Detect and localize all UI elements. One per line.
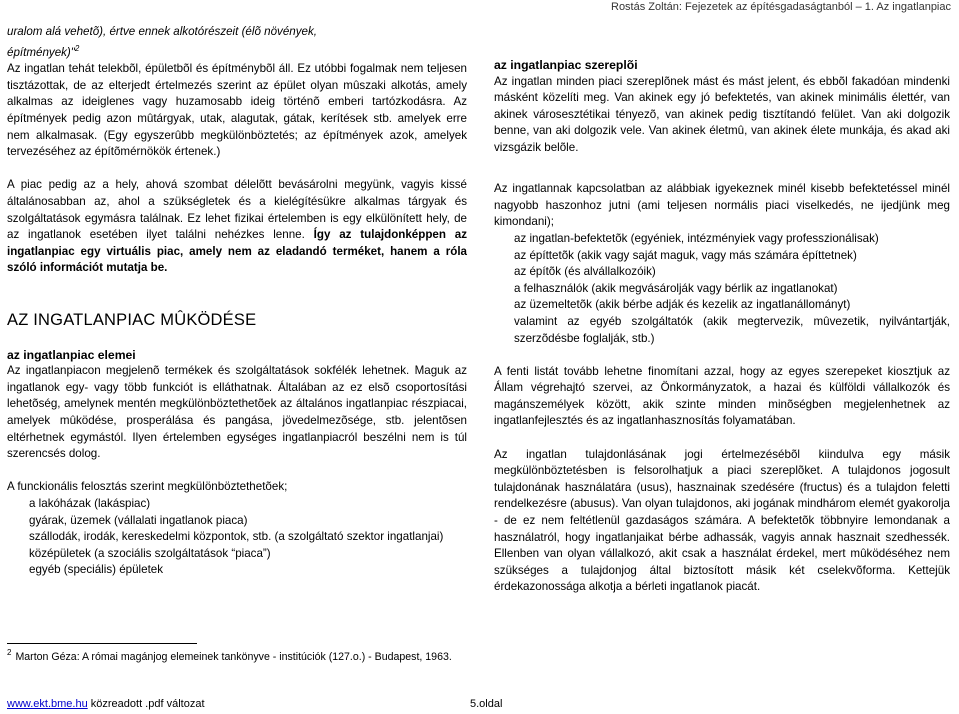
footer-source xyxy=(7,698,205,710)
footer-link[interactable]: www.ekt.bme.hu xyxy=(7,698,88,710)
list-item: az építtetõk (akik vagy saját maguk, vagy más számára építtetnek) xyxy=(514,248,857,262)
list-intro: A funckionális felosztás szerint megkülönböztethetõek; xyxy=(7,480,288,494)
paragraph-piac-text: A piac pedig az a hely, ahová szombat délelõtt bevásárolni megyünk, vagyis kissé általánosabban az, ahol a szükségletek és a kielégítésükre alkalmas tárgyak és szolgáltatások egymásra találnak. Ez lehet fizikai értelemben is egy elkülönített hely, de az ingatlanok esetében ilyet találni nehézkes lenne. xyxy=(7,178,467,242)
running-header: Rostás Zoltán: Fejezetek az építésgadaságtanból – 1. Az ingatlanpiac xyxy=(611,1,951,13)
list-item: középületek (a szociális szolgáltatások “piaca”) xyxy=(29,546,271,560)
list-item: az üzemeltetõk (akik bérbe adják és kezelik az ingatlanállományt) xyxy=(514,298,851,312)
actors-list xyxy=(494,231,950,347)
footnote-reference[interactable]: 2 xyxy=(74,43,80,53)
list-item: gyárak, üzemek (vállalati ingatlanok piaca) xyxy=(29,513,248,527)
paragraph-actors-intro: Az ingatlannak kapcsolatban az alábbiak igyekeznek minél kisebb befektetéssel minél nagyobb haszonhoz jutni (ami teljesen normális piaci viselkedés, ne ijedjünk meg kimondani); xyxy=(494,182,950,229)
paragraph-ingatlan-definition: Az ingatlan tehát telekbõl, épületbõl és építménybõl áll. Ez utóbbi fogalmak nem teljesen tisztázottak, de az elterjedt értelmezés szerint az épület olyan mûszaki alkotás, amely alkalmas az ideiglenes vagy huzamosabb ideig történõ emberi tartózkodásra. Az építmények pedig azon mûtárgyak, utak, alagutak, gátak, kerítések stb. amelyek erre nem alkalmasak. (Egy egyszerûbb megkülönböztetés; az építmények azok, amelyek tervezéséhez az építõmérnökök értenek.) xyxy=(7,62,467,159)
footnote-text: Marton Géza: A római magánjog elemeinek tankönyve - institúciók (127.o.) - Budapest, 1963. xyxy=(15,651,452,663)
quote-line-2-text: építmények)" xyxy=(7,45,75,59)
footer-suffix: közreadott .pdf változat xyxy=(90,698,205,710)
footnote-mark: 2 xyxy=(7,648,12,657)
paragraph-ownership: Az ingatlan tulajdonlásának jogi értelmezésébõl kiindulva egy másik megkülönböztetésben is felsorolhatjuk a piaci szereplõket. A tulajdonos jogosult tulajdonának használatára (usus), hasznainak szedésére (fructus) és a tulajdon feletti rendelkezésre (abusus). Van olyan tulajdonos, aki jogának mindhárom elemét gyakorolja - de ez nem feltétlenül gazdaságos számára. A befektetõk többnyire lemondanak a használatról, hogy ingatlanjaikat bérbe adhassák, vagyis annak hasznait szedhessék. Ellenben van olyan vállalkozó, akit csak a használat érdekel, mert mûködéséhez nem szükséges a tulajdonjog által biztosított másik két cselekvõforma. Kettejük érdekazonossága alkotja a bérleti ingatlanok piacát. xyxy=(494,447,950,594)
subsection-title-elemei: az ingatlanpiac elemei xyxy=(7,347,136,362)
quote-line-1: uralom alá vehetõ), értve ennek alkotórészeit (élõ növények, xyxy=(7,25,317,38)
list-item: egyéb (speciális) épületek xyxy=(29,563,164,577)
list-item: a lakóházak (lakáspiac) xyxy=(29,497,151,511)
footnote xyxy=(7,648,452,663)
paragraph-roles: A fenti listát tovább lehetne finomítani azzal, hogy az egyes szerepeket kiosztjuk az Állam végrehajtó szervei, az Önkormányzatok, a hazai és külföldi vállalkozók és magánszemélyek között, akik szinte minden minõségben megjelenhetnek az ingatlanfejlesztés és az ingatlanhasznosítás folyamatában. xyxy=(494,364,950,428)
footnote-divider xyxy=(7,643,197,644)
paragraph-piac xyxy=(7,177,467,277)
list-item: a felhasználók (akik megvásárolják vagy bérlik az ingatlanokat) xyxy=(514,281,838,295)
functional-list xyxy=(7,496,467,579)
paragraph-elemei: Az ingatlanpiacon megjelenõ termékek és szolgáltatások sokfélék lehetnek. Maguk az ingatlanok egy- vagy több funkciót is elláthatnak. Általában az ez elsõ csoportosítási lehetõség, amelynek mentén megkülönböztethetõek az általános ingatlanpiac részpiacai, amelyek mûködése, prosperálása és pangása, jövedelmezõsége, stb. jelentõsen eltérhetnek egymástól. Ilyen értelemben egységes ingatlanpiacról beszélni nem is túl szerencsés dolog. xyxy=(7,364,467,461)
quote-line-2 xyxy=(7,41,467,62)
list-item: valamint az egyéb szolgáltatók (akik megtervezik, mûvezetik, nyilvántartják, szerzõdésbe foglalják, stb.) xyxy=(514,314,950,345)
paragraph-szereploi: Az ingatlan minden piaci szereplõnek mást és mást jelent, és ebbõl fakadóan mindenki másként közelíti meg. Van akinek egy jó befektetés, van akinek minimális élettér, van akinek városesztétikai tényezõ, van akinek pedig tisztítandó felület. Van aki dolgozik benne, van aki dolgozik vele. Van akinek életmû, van akinek élete munkája, és akad aki vizsgázik belõle. xyxy=(494,74,950,154)
page-number: 5.oldal xyxy=(470,698,503,710)
subsection-title-szereploi: az ingatlanpiac szereplõi xyxy=(494,58,638,72)
section-title: AZ INGATLANPIAC MÛKÖDÉSE xyxy=(7,311,257,330)
paragraph-piac-bold: Így az tulajdonképpen az ingatlanpiac egy virtuális piac, amely nem az eladandó terméket, hanem a róla szóló információt mutatja be. xyxy=(7,228,468,275)
list-item: szállodák, irodák, kereskedelmi központok, stb. (a szolgáltató szektor ingatlanjai) xyxy=(29,530,444,544)
list-item: az ingatlan-befektetõk (egyéniek, intézményiek vagy professzionálisak) xyxy=(514,231,879,245)
left-column xyxy=(7,24,467,579)
list-item: az építõk (és alvállalkozóik) xyxy=(514,265,656,279)
right-column xyxy=(494,57,950,596)
